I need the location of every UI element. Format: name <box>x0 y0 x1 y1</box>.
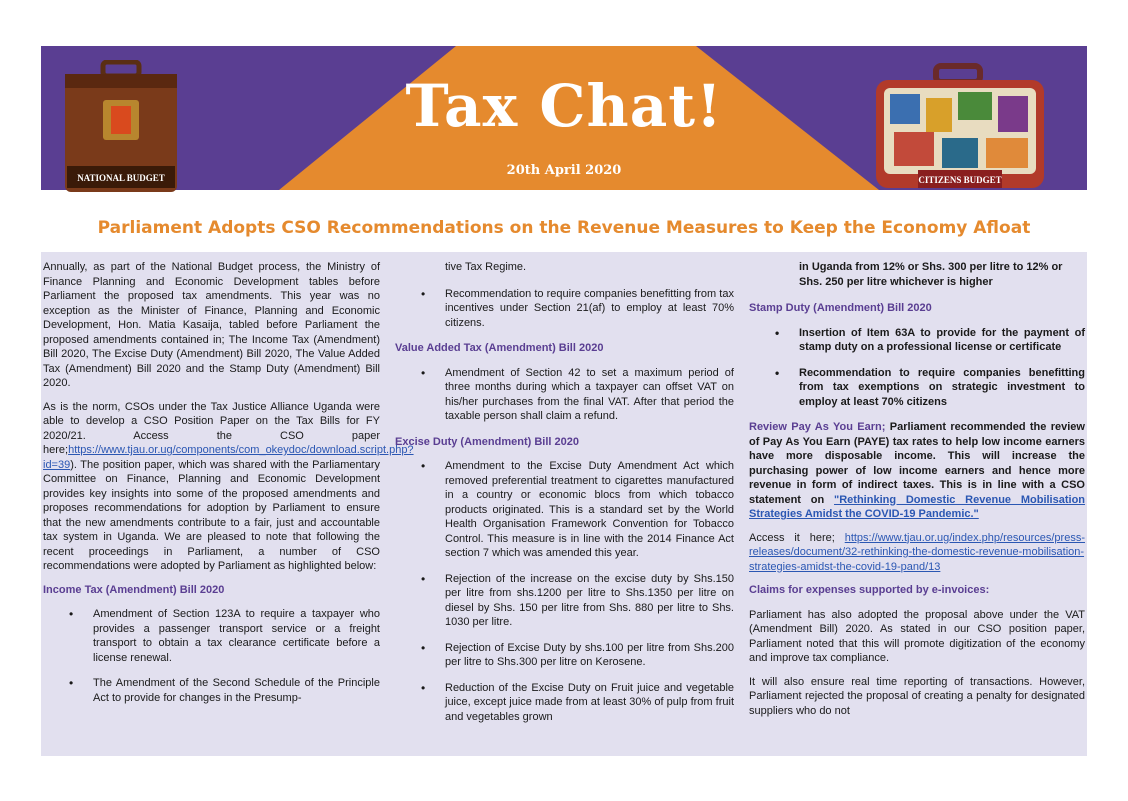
section-heading-e-invoices: Claims for expenses supported by e-invoices: <box>749 584 990 596</box>
list-item-text: Recommendation to require companies benefitting from tax exemptions on strategic investment to employ at least 70% citizens <box>799 366 1085 408</box>
column-3 <box>749 260 1085 727</box>
bullet-icon: • <box>421 459 426 473</box>
intro-paragraph: Annually, as part of the National Budget process, the Ministry of Finance Planning and Economic Development tables before Parliament the proposed tax amendments. This year was no exception as the Minister of Finance, Planning and Economic Development, Hon. Matia Kasaija, tabled before Parliament the proposed amendments contained in; The Income Tax (Amendment) Bill 2020, The Excise Duty (Amendment) Bill 2020, The Value Added Tax (Amendment) Bill 2020 and the Stamp Duty (Amendment) Bill 2020. <box>43 261 380 389</box>
real-time-paragraph: It will also ensure real time reporting of transactions. However, Parliament rejected the proposal of creating a penalty for designated suppliers who do not <box>749 675 1085 717</box>
list-item-text: The Amendment of the Second Schedule of the Principle Act to provide for changes in the Presump- <box>93 677 380 704</box>
list-item <box>395 287 734 331</box>
article-headline: Parliament Adopts CSO Recommendations on the Revenue Measures to Keep the Economy Afloat <box>97 218 1031 238</box>
newsletter-title: Tax Chat! <box>405 72 723 140</box>
continued-text: in Uganda from 12% or Shs. 300 per litre to 12% or Shs. 250 per litre whichever is higher <box>799 261 1063 288</box>
e-invoice-paragraph: Parliament has also adopted the proposal above under the VAT (Amendment Bill) 2020. As stated in our CSO position paper, Parliament noted that this will promote digitization of the economy and improve tax compliance. <box>749 608 1085 664</box>
list-item-text: Amendment of Section 42 to set a maximum period of three months during which a taxpayer can offset VAT on his/her purchases from the final VAT. After that period the taxable person shall claim a refund. <box>445 366 734 422</box>
section-heading-excise: Excise Duty (Amendment) Bill 2020 <box>395 435 580 448</box>
list-item <box>395 641 734 670</box>
bullet-icon: • <box>421 286 426 301</box>
position-paper-text-b: ). The position paper, which was shared with the Parliamentary Committee on Finance, Planning and Economic Development provides key insights into some of the proposed amendments and proposes recommendations for adoption by Parliament to ensure that the new amendments contribute to a fair, just and accountable tax system in Uganda. We are pleased to note that following the recent proceedings in Parliament, a number of CSO recommendations were adopted by Parliament as highlighted below: <box>43 458 380 572</box>
bullet-icon: • <box>69 676 74 690</box>
bullet-icon: • <box>421 365 426 380</box>
column-1 <box>43 260 414 716</box>
list-item-text: Recommendation to require companies benefitting from tax incentives under Section 21(af) to employ at least 70% citizens. <box>445 287 734 329</box>
cso-paper-link[interactable]: https://www.tjau.or.ug/components/com_okeydoc/download.script.php?id=39 <box>43 444 414 471</box>
list-item <box>395 459 734 561</box>
list-item-text: Amendment to the Excise Duty Amendment Act which removed preferential treatment to cigarettes manufactured in a country or economic blocs from which tobacco products originated. This is a standard set by the World Health Organisation Framework Convention for Tobacco Control. This measure is in line with the 2014 Finance Act section 7 which was amended this year. <box>445 460 734 559</box>
bullet-icon: • <box>421 680 426 695</box>
section-heading-vat: Value Added Tax (Amendment) Bill 2020 <box>395 342 604 354</box>
paye-paragraph <box>749 420 1085 522</box>
column-2 <box>395 260 734 735</box>
income-tax-list <box>43 607 380 705</box>
bullet-icon: • <box>69 607 74 621</box>
list-item <box>749 326 1085 355</box>
national-budget-label: NATIONAL BUDGET <box>77 173 165 183</box>
position-paper-paragraph <box>43 400 414 574</box>
bullet-icon: • <box>421 571 426 586</box>
access-paragraph <box>749 531 1085 575</box>
article-body <box>41 252 1087 756</box>
list-item-text: Insertion of Item 63A to provide for the payment of stamp duty on a professional license or certificate <box>799 326 1085 353</box>
list-item-text: Reduction of the Excise Duty on Fruit juice and vegetable juice, except juice made from at least 30% of pulp from fruit and vegetables grown <box>445 681 734 723</box>
section-heading-income-tax: Income Tax (Amendment) Bill 2020 <box>43 583 225 596</box>
citizens-budget-label: CITIZENS BUDGET <box>918 175 1002 185</box>
list-item <box>395 366 734 424</box>
bullet-icon: • <box>775 365 780 380</box>
list-item-text: Amendment of Section 123A to require a taxpayer who provides a passenger transport service or a freight transport to obtain a tax clearance certificate before a license renewal. <box>93 608 380 664</box>
list-item <box>749 366 1085 410</box>
list-item <box>395 681 734 725</box>
list-item <box>395 572 734 630</box>
rethinking-statement-link[interactable]: "Rethinking Domestic Revenue Mobilisation Strategies Amidst the COVID-19 Pandemic." <box>749 493 1086 520</box>
list-item <box>43 607 380 665</box>
position-paper-text-a: As is the norm, CSOs under the Tax Justice Alliance Uganda were able to develop a CSO Position Paper on the Tax Bills for FY 2020/21. Access the CSO paper here; <box>43 400 380 456</box>
national-budget-briefcase-icon <box>57 60 185 200</box>
citizens-budget-briefcase-icon <box>870 62 1050 198</box>
paye-lead: Review Pay As You Earn; <box>749 421 886 433</box>
paye-text: Parliament recommended the review of Pay As You Earn (PAYE) tax rates to help low income earners have more disposable income. This will increase the purchasing power of low income earners and hence more revenue in form of indirect taxes. This is in line with a CSO statement on <box>749 421 1085 506</box>
bullet-icon: • <box>421 640 426 655</box>
continued-text: tive Tax Regime. <box>445 261 527 273</box>
press-release-link[interactable]: https://www.tjau.or.ug/index.php/resources/press-releases/document/32-rethinking-the-domestic-revenue-mobilisation-strategies-amidst-the-covid-19-pand/13 <box>749 531 1085 573</box>
issue-date: 20th April 2020 <box>506 163 622 178</box>
list-item <box>43 676 380 705</box>
list-item-text: Rejection of the increase on the excise duty by Shs.150 per litre from shs.1200 per litre to Shs.1350 per litre on diesel by Shs. 150 per litre from Shs. 880 per litre to Shs. 1030 per litre. <box>445 572 734 628</box>
section-heading-stamp-duty: Stamp Duty (Amendment) Bill 2020 <box>749 302 932 314</box>
access-text: Access it here; <box>749 531 845 544</box>
bullet-icon: • <box>775 325 780 340</box>
list-item-text: Rejection of Excise Duty by shs.100 per litre from Shs.200 per litre to Shs.300 per litre on Kerosene. <box>445 641 734 668</box>
